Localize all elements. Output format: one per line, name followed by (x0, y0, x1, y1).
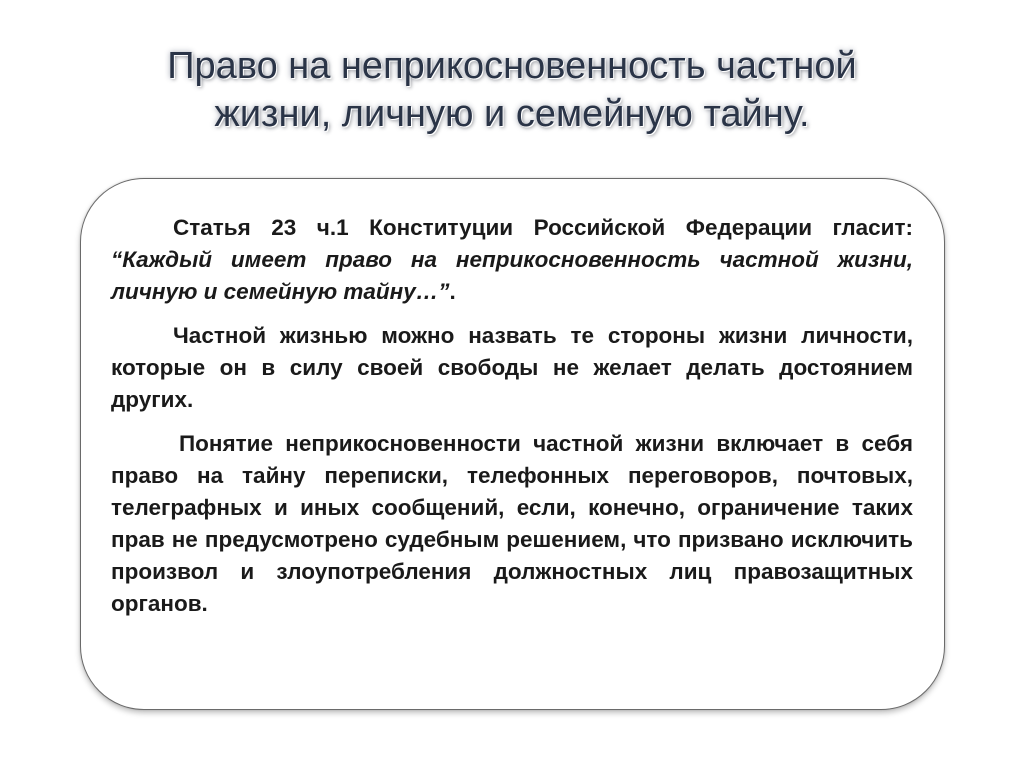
paragraph-article-23 (111, 212, 913, 308)
content-text (111, 212, 913, 632)
constitution-quote: “Каждый имеет право на неприкосновенность частной жизни, личную и семейную тайну…” (111, 247, 913, 304)
paragraph-privacy-concept: Понятие неприкосновенности частной жизни включает в себя право на тайну переписки, телефонных переговоров, почтовых, телеграфных и иных сообщений, если, конечно, ограничение таких прав не предусмотрено судебным решением, что призвано исключить произвол и злоупотребления должностных лиц правозащитных органов. (111, 431, 913, 616)
content-box (80, 178, 945, 710)
paragraph-private-life-definition: Частной жизнью можно назвать те стороны жизни личности, которые он в силу своей свободы не желает делать достоянием других. (111, 323, 913, 412)
slide-title-line-2: жизни, личную и семейную тайну. (214, 93, 810, 135)
paragraph-article-23-tail: . (449, 279, 456, 304)
slide-title-line-1: Право на неприкосновенность частной (167, 45, 857, 87)
slide-title (0, 42, 1024, 138)
paragraph-article-23-lead: Статья 23 ч.1 Конституции Российской Федерации гласит: (173, 215, 913, 240)
